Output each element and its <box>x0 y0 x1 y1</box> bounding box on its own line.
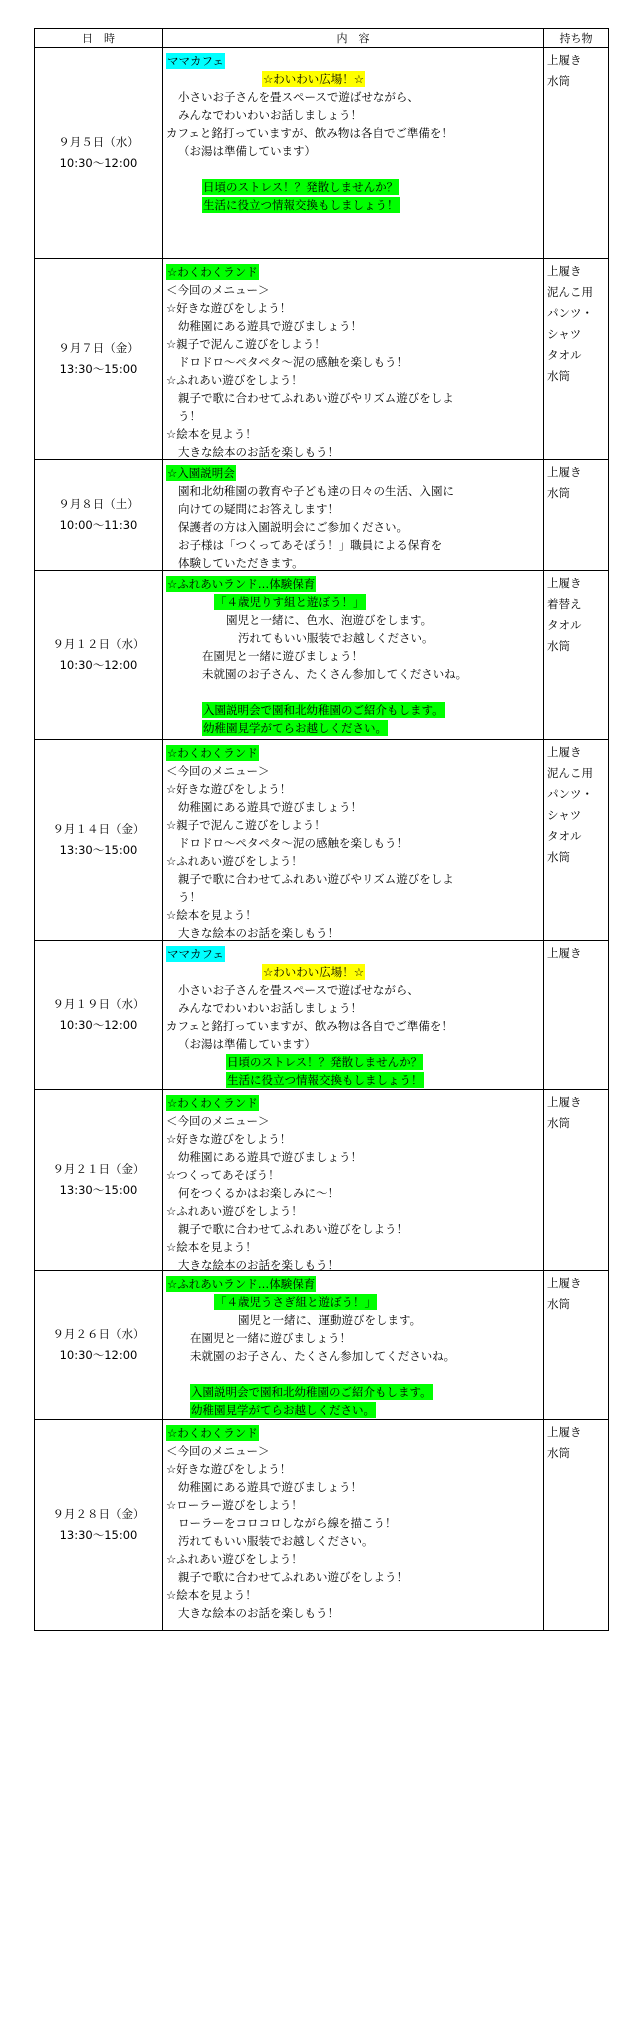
content-line: お子様は「つくってあそぼう！」職員による保育を <box>178 538 443 552</box>
item-entry: 水筒 <box>547 74 570 88</box>
event-date: ９月１２日（水） <box>52 637 145 651</box>
item-entry: 上履き <box>547 465 582 479</box>
highlighted-text: 日頃のストレス！？発散しませんか？ <box>227 1055 423 1069</box>
content-line: 汚れてもいい服装でお越しください。 <box>178 1534 374 1548</box>
content-cell <box>163 1271 544 1420</box>
content-line: ☆ふれあい遊びをしよう！ <box>166 854 303 868</box>
item-entry: タオル <box>547 829 582 843</box>
content-line: ローラーをコロコロしながら線を描こう！ <box>178 1516 397 1530</box>
highlighted-text: 入園説明会で園和北幼稚園のご紹介もします。 <box>191 1385 432 1399</box>
event-date: ９月２６日（水） <box>52 1327 145 1341</box>
event-time: 13:30～15:00 <box>59 843 138 857</box>
content-cell <box>163 941 544 1090</box>
highlighted-text: ママカフェ <box>167 947 224 961</box>
date-cell <box>35 1271 163 1420</box>
content-line: 親子で歌に合わせてふれあい遊びやリズム遊びをしよ <box>178 391 454 405</box>
content-cell <box>163 259 544 460</box>
date-cell <box>35 740 163 941</box>
item-entry: シャツ <box>547 808 582 822</box>
item-entry: 上履き <box>547 264 582 278</box>
content-cell <box>163 48 544 259</box>
event-time: 10:30～12:00 <box>59 156 138 170</box>
content-line: ☆好きな遊びをしよう！ <box>166 301 292 315</box>
content-line: ☆絵本を見よう！ <box>166 908 257 922</box>
schedule-row <box>35 1271 609 1420</box>
content-line: 園児と一緒に、運動遊びをします。 <box>238 1313 422 1327</box>
date-column-header: 日 時 <box>35 29 163 48</box>
highlighted-text: ☆わくわくランド <box>167 1096 258 1110</box>
content-cell <box>163 571 544 740</box>
event-time: 13:30～15:00 <box>59 1528 138 1542</box>
items-cell <box>544 571 609 740</box>
item-entry: パンツ・ <box>547 787 593 801</box>
date-cell <box>35 571 163 740</box>
schedule-row <box>35 460 609 571</box>
item-entry: 着替え <box>547 597 582 611</box>
highlighted-text: ☆入園説明会 <box>167 466 235 480</box>
event-time: 10:30～12:00 <box>59 658 138 672</box>
content-line: （お湯は準備しています） <box>178 144 316 158</box>
content-line: ☆絵本を見よう！ <box>166 1240 257 1254</box>
items-cell <box>544 48 609 259</box>
date-cell <box>35 941 163 1090</box>
item-entry: タオル <box>547 348 582 362</box>
schedule-row <box>35 1420 609 1631</box>
highlighted-text: 入園説明会で園和北幼稚園のご紹介もします。 <box>203 703 444 717</box>
content-cell <box>163 1420 544 1631</box>
content-line: みんなでわいわいお話しましょう！ <box>178 108 362 122</box>
content-line: ☆親子で泥んこ遊びをしよう！ <box>166 818 326 832</box>
item-entry: 上履き <box>547 1276 582 1290</box>
highlighted-text: 生活に役立つ情報交換もしましょう！ <box>227 1073 423 1087</box>
content-line: 大きな絵本のお話を楽しもう！ <box>178 445 339 459</box>
content-line: ＜今回のメニュー＞ <box>166 1444 270 1458</box>
event-time: 10:30～12:00 <box>59 1018 138 1032</box>
event-date: ９月２８日（金） <box>52 1507 145 1521</box>
content-line: （お湯は準備しています） <box>178 1037 316 1051</box>
schedule-table <box>34 28 609 1631</box>
content-line: 大きな絵本のお話を楽しもう！ <box>178 1258 339 1270</box>
content-line: ☆好きな遊びをしよう！ <box>166 782 292 796</box>
content-line: 体験していただきます。 <box>178 556 304 570</box>
content-line: 未就園のお子さん、たくさん参加してくださいね。 <box>202 667 468 681</box>
content-line: カフェと銘打っていますが、飲み物は各自でご準備を！ <box>166 1019 453 1033</box>
item-entry: 上履き <box>547 745 582 759</box>
content-line: 小さいお子さんを畳スペースで遊ばせながら、 <box>178 983 419 997</box>
event-time: 13:30～15:00 <box>59 1183 138 1197</box>
content-line: ＜今回のメニュー＞ <box>166 1114 270 1128</box>
content-line: ☆ふれあい遊びをしよう！ <box>166 373 303 387</box>
items-cell <box>544 941 609 1090</box>
item-entry: 水筒 <box>547 486 570 500</box>
highlighted-text: 「４歳児うさぎ組と遊ぼう！」 <box>215 1295 376 1309</box>
content-line: う！ <box>178 890 201 904</box>
content-line: 汚れてもいい服装でお越しください。 <box>238 631 434 645</box>
items-cell <box>544 1090 609 1271</box>
highlighted-text: ☆ふれあいランド…体験保育 <box>167 577 316 591</box>
highlighted-text: ママカフェ <box>167 54 224 68</box>
event-date: ９月５日（水） <box>58 135 139 149</box>
content-line: ☆ふれあい遊びをしよう！ <box>166 1204 303 1218</box>
content-line: ドロドロ～ペタペタ～泥の感触を楽しもう！ <box>178 836 408 850</box>
highlighted-text: ☆わくわくランド <box>167 265 258 279</box>
schedule-row <box>35 740 609 941</box>
highlighted-text: 生活に役立つ情報交換もしましょう！ <box>203 198 399 212</box>
event-date: ９月７日（金） <box>58 341 139 355</box>
highlighted-text: 「４歳児りす組と遊ぼう！」 <box>215 595 365 609</box>
items-cell <box>544 460 609 571</box>
date-cell <box>35 48 163 259</box>
content-line: ＜今回のメニュー＞ <box>166 764 270 778</box>
item-entry: 水筒 <box>547 1297 570 1311</box>
items-cell <box>544 259 609 460</box>
content-cell <box>163 460 544 571</box>
content-line: 幼稚園にある遊具で遊びましょう！ <box>178 1150 362 1164</box>
item-entry: タオル <box>547 618 582 632</box>
highlighted-text: ☆わいわい広場！☆ <box>263 72 365 86</box>
date-cell <box>35 460 163 571</box>
item-entry: 上履き <box>547 1425 582 1439</box>
schedule-row <box>35 1090 609 1271</box>
items-cell <box>544 740 609 941</box>
event-time: 13:30～15:00 <box>59 362 138 376</box>
item-entry: 水筒 <box>547 1116 570 1130</box>
content-line: ☆ローラー遊びをしよう！ <box>166 1498 303 1512</box>
content-line: 園児と一緒に、色水、泡遊びをします。 <box>226 613 433 627</box>
event-time: 10:30～12:00 <box>59 1348 138 1362</box>
schedule-row <box>35 941 609 1090</box>
content-line: 在園児と一緒に遊びましょう！ <box>202 649 363 663</box>
highlighted-text: ☆ふれあいランド…体験保育 <box>167 1277 316 1291</box>
highlighted-text: 幼稚園見学がてらお越しください。 <box>191 1403 375 1417</box>
content-line: 親子で歌に合わせてふれあい遊びをしよう！ <box>178 1222 408 1236</box>
content-line: 幼稚園にある遊具で遊びましょう！ <box>178 319 362 333</box>
content-line: 園和北幼稚園の教育や子ども達の日々の生活、入園に <box>178 484 454 498</box>
content-line: ☆ふれあい遊びをしよう！ <box>166 1552 303 1566</box>
content-line: 大きな絵本のお話を楽しもう！ <box>178 926 339 940</box>
date-cell <box>35 259 163 460</box>
schedule-row <box>35 259 609 460</box>
content-line: ☆つくってあそぼう！ <box>166 1168 280 1182</box>
item-entry: シャツ <box>547 327 582 341</box>
content-line: 親子で歌に合わせてふれあい遊びをしよう！ <box>178 1570 408 1584</box>
items-column-header: 持ち物 <box>544 29 609 48</box>
content-line: ☆絵本を見よう！ <box>166 1588 257 1602</box>
header-row <box>35 29 609 48</box>
highlighted-text: 日頃のストレス！？発散しませんか？ <box>203 180 399 194</box>
content-line: ＜今回のメニュー＞ <box>166 283 270 297</box>
item-entry: 水筒 <box>547 369 570 383</box>
content-line: 何をつくるかはお楽しみに～！ <box>178 1186 339 1200</box>
content-line: カフェと銘打っていますが、飲み物は各自でご準備を！ <box>166 126 453 140</box>
content-cell <box>163 740 544 941</box>
item-entry: 泥んこ用 <box>547 285 593 299</box>
content-line: ☆絵本を見よう！ <box>166 427 257 441</box>
schedule-body <box>35 48 609 1631</box>
date-cell <box>35 1090 163 1271</box>
content-line: 小さいお子さんを畳スペースで遊ばせながら、 <box>178 90 419 104</box>
highlighted-text: ☆わくわくランド <box>167 746 258 760</box>
content-line: 向けての疑問にお答えします！ <box>178 502 339 516</box>
item-entry: パンツ・ <box>547 306 593 320</box>
schedule-row <box>35 48 609 259</box>
item-entry: 上履き <box>547 946 582 960</box>
content-line: 在園児と一緒に遊びましょう！ <box>190 1331 351 1345</box>
item-entry: 水筒 <box>547 1446 570 1460</box>
content-line: ☆好きな遊びをしよう！ <box>166 1132 292 1146</box>
event-time: 10:00～11:30 <box>59 518 138 532</box>
items-cell <box>544 1271 609 1420</box>
content-cell <box>163 1090 544 1271</box>
items-cell <box>544 1420 609 1631</box>
content-line: 未就園のお子さん、たくさん参加してくださいね。 <box>190 1349 456 1363</box>
content-line: う！ <box>178 409 201 423</box>
item-entry: 水筒 <box>547 850 570 864</box>
content-line: ☆親子で泥んこ遊びをしよう！ <box>166 337 326 351</box>
content-line: 大きな絵本のお話を楽しもう！ <box>178 1606 339 1620</box>
item-entry: 上履き <box>547 53 582 67</box>
content-line: ドロドロ～ペタペタ～泥の感触を楽しもう！ <box>178 355 408 369</box>
item-entry: 水筒 <box>547 639 570 653</box>
content-line: 幼稚園にある遊具で遊びましょう！ <box>178 800 362 814</box>
content-column-header: 内 容 <box>163 29 544 48</box>
schedule-row <box>35 571 609 740</box>
content-line: 親子で歌に合わせてふれあい遊びやリズム遊びをしよ <box>178 872 454 886</box>
content-line: 保護者の方は入園説明会にご参加ください。 <box>178 520 408 534</box>
item-entry: 上履き <box>547 1095 582 1109</box>
event-date: ９月１９日（水） <box>52 997 145 1011</box>
item-entry: 泥んこ用 <box>547 766 593 780</box>
event-date: ９月８日（土） <box>58 497 139 511</box>
date-cell <box>35 1420 163 1631</box>
highlighted-text: 幼稚園見学がてらお越しください。 <box>203 721 387 735</box>
event-date: ９月２１日（金） <box>52 1162 145 1176</box>
event-date: ９月１４日（金） <box>52 822 145 836</box>
highlighted-text: ☆わくわくランド <box>167 1426 258 1440</box>
content-line: みんなでわいわいお話しましょう！ <box>178 1001 362 1015</box>
item-entry: 上履き <box>547 576 582 590</box>
highlighted-text: ☆わいわい広場！☆ <box>263 965 365 979</box>
content-line: 幼稚園にある遊具で遊びましょう！ <box>178 1480 362 1494</box>
content-line: ☆好きな遊びをしよう！ <box>166 1462 292 1476</box>
